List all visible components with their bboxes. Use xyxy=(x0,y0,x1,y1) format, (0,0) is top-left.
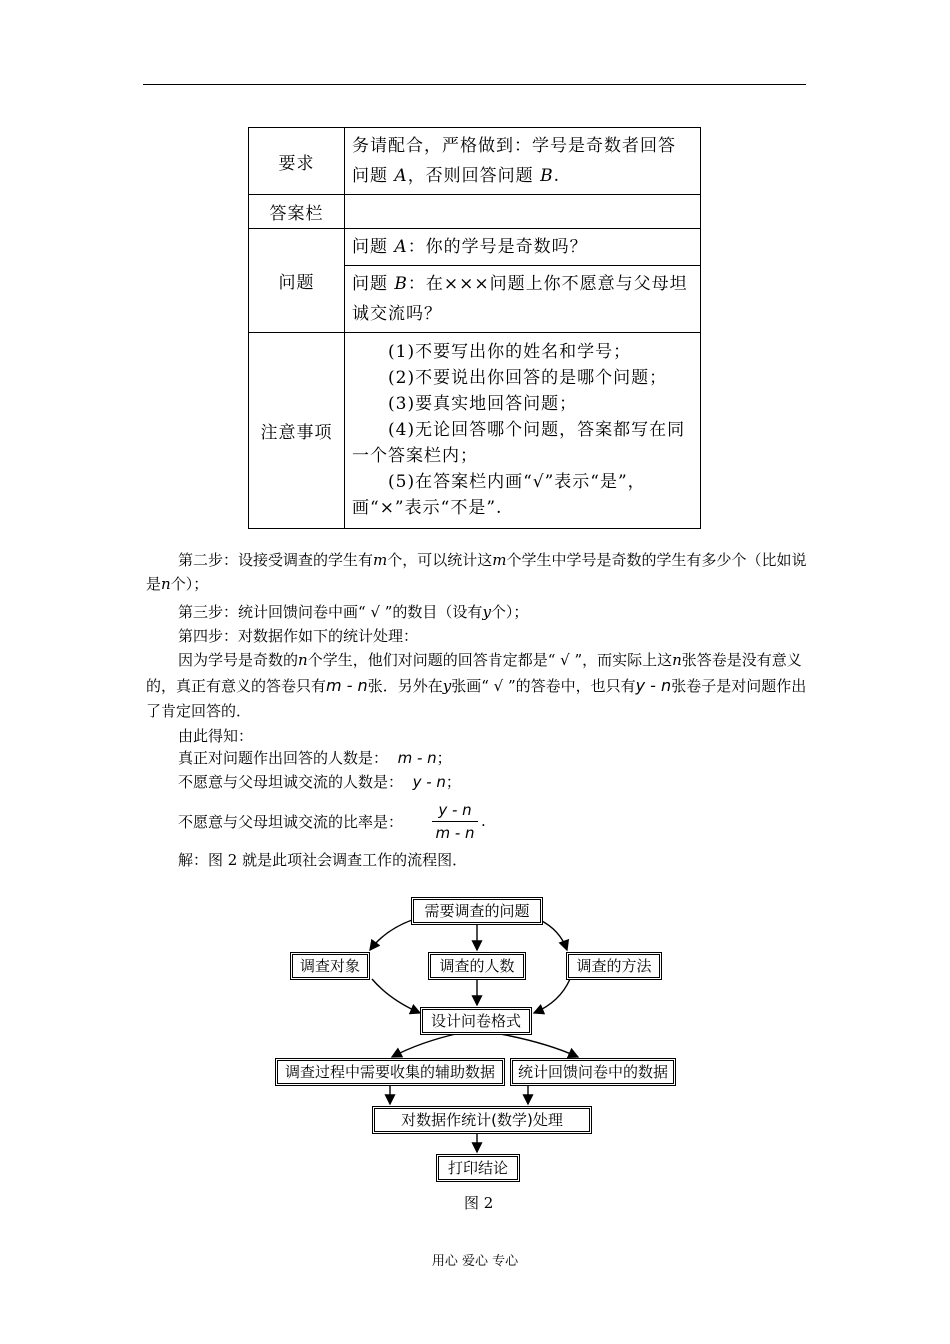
flow-node-process: 对数据作统计(数学)处理 xyxy=(372,1106,592,1134)
question-label: 问题 xyxy=(249,229,345,333)
figure-caption: 图 2 xyxy=(464,1194,494,1212)
reason-paragraph: 因为学号是奇数的n个学生，他们对问题的回答肯定都是“ √ ”，而实际上这n张答卷是没有意义的，真正有意义的答卷只有m - n张．另外在y张画“ √ ”的答卷中，也只有y - n张卷子是对问题作出了肯定回答的． xyxy=(146,651,807,720)
note-item: (5)在答案栏内画“√”表示“是”，画“×”表示“不是”. xyxy=(352,471,646,518)
requirement-label: 要求 xyxy=(249,128,345,195)
step4-paragraph: 第四步：对数据作如下的统计处理： xyxy=(178,627,419,645)
note-item: (3)要真实地回答问题； xyxy=(388,393,578,414)
note-item: (4)无论回答哪个问题，答案都写在同一个答案栏内； xyxy=(352,419,686,466)
step2-paragraph: 第二步：设接受调查的学生有m个，可以统计这m个学生中学号是奇数的学生有多少个（比如说是n个）； xyxy=(146,551,807,593)
ratio-end: . xyxy=(481,812,486,830)
unwilling-count-line: 不愿意与父母坦诚交流的人数是： y - n； xyxy=(178,773,461,791)
question-b: 问题 B：在×××问题上你不愿意与父母坦诚交流吗？ xyxy=(345,266,701,333)
answer-label: 答案栏 xyxy=(249,195,345,229)
arrow xyxy=(495,1033,578,1057)
answer-count-line: 真正对问题作出回答的人数是： m - n； xyxy=(178,749,452,767)
arrow xyxy=(540,920,567,950)
notes-label: 注意事项 xyxy=(249,333,345,529)
arrow xyxy=(370,920,412,950)
page-footer: 用心 爱心 专心 xyxy=(431,1254,519,1269)
flow-node-design: 设计问卷格式 xyxy=(420,1007,532,1035)
flow-node-stats: 统计回馈问卷中的数据 xyxy=(510,1058,676,1086)
note-item: (1)不要写出你的姓名和学号； xyxy=(388,341,632,362)
fraction-denominator: m - n xyxy=(435,824,475,842)
ratio-line: 不愿意与父母坦诚交流的比率是： xyxy=(178,813,404,831)
step3-paragraph: 第三步：统计回馈问卷中画“ √ ”的数目（设有y个）； xyxy=(178,603,529,621)
question-a: 问题 A：你的学号是奇数吗？ xyxy=(345,229,701,266)
flow-node-object: 调查对象 xyxy=(290,952,370,980)
hence-line: 由此得知： xyxy=(178,727,254,745)
flow-node-method: 调查的方法 xyxy=(566,952,662,980)
fraction-numerator: y - n xyxy=(438,801,472,819)
arrow xyxy=(392,1033,460,1057)
arrow xyxy=(372,979,420,1013)
flow-node-aux: 调查过程中需要收集的辅助数据 xyxy=(275,1058,505,1086)
flow-node-count: 调查的人数 xyxy=(428,952,526,980)
flow-node-top: 需要调查的问题 xyxy=(411,897,543,925)
solution-line: 解：图 2 就是此项社会调查工作的流程图． xyxy=(178,851,468,869)
note-item: (2)不要说出你回答的是哪个问题； xyxy=(388,367,668,388)
requirement-text: 务请配合，严格做到：学号是奇数者回答问题 A，否则回答问题 B. xyxy=(345,128,701,195)
arrow xyxy=(534,979,570,1013)
flow-node-print: 打印结论 xyxy=(436,1154,520,1182)
